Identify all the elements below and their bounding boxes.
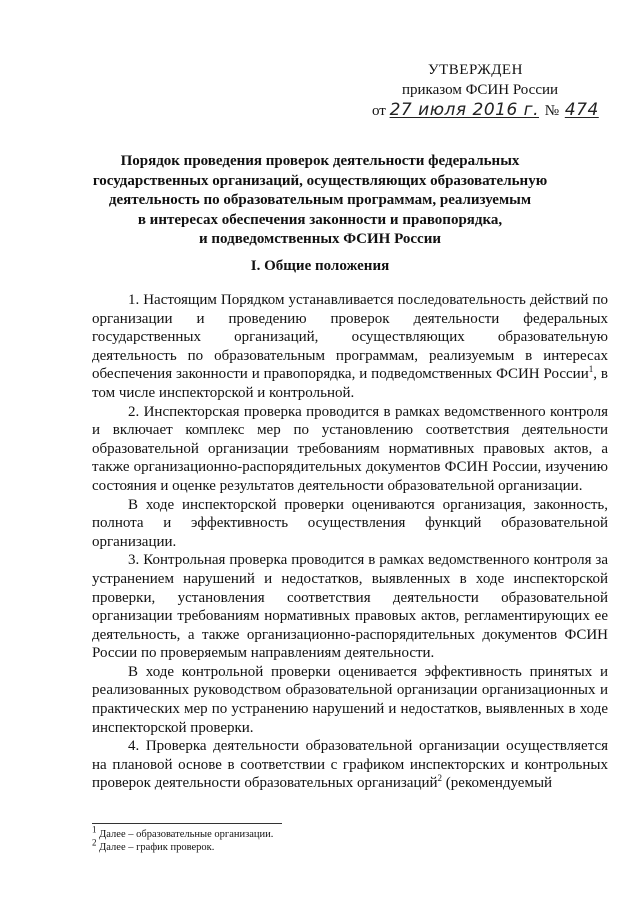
- paragraph-1: [92, 291, 608, 403]
- paragraph-2: 2. Инспекторская проверка проводится в рамках ведомственного контроля и включает комплекс мер по установлению соответствия деятельности образовательной организации требованиям нормативных правовых актов, а также организационно-распорядительных документов ФСИН России, изучению состояния и оценке результатов деятельности образовательной организации.: [92, 403, 608, 494]
- footnote-2-text: Далее – график проверок.: [96, 842, 215, 853]
- paragraph-3: В ходе инспекторской проверки оцениваются организация, законность, полнота и эффективность осуществления функций образовательной организации.: [92, 496, 608, 550]
- number-sign: №: [544, 103, 560, 119]
- approval-date-line: [372, 100, 620, 121]
- title-line: Порядок проведения проверок деятельности федеральных: [120, 153, 520, 169]
- footnote-2: [92, 837, 592, 854]
- footnote-1-mark: 1: [92, 824, 97, 835]
- approval-order-line: приказом ФСИН России: [402, 82, 559, 98]
- title-line: и подведомственных ФСИН России: [199, 231, 441, 247]
- date-prefix: от: [372, 103, 386, 119]
- paragraph-6-tail: (рекомендуемый: [442, 775, 553, 792]
- footnote-1: [92, 824, 592, 841]
- document-title: [70, 152, 570, 250]
- handwritten-date: 27 июля 2016 г.: [389, 100, 540, 120]
- handwritten-order-number: 474: [564, 100, 599, 120]
- footnote-ref-1: 1: [588, 364, 594, 375]
- approval-stamp: [360, 60, 620, 121]
- title-line: в интересах обеспечения законности и правопорядка,: [137, 211, 503, 228]
- paragraph-6-text: 4. Проверка деятельности образовательной организации осуществляется на плановой основе в соответствии с графиком инспекторских и контрольных проверок деятельности образовательных организаций: [92, 738, 608, 792]
- document-body: [92, 291, 608, 793]
- paragraph-1-tail: , в том числе инспекторской и контрольной.: [92, 366, 608, 401]
- footnote-2-mark: 2: [92, 837, 97, 848]
- title-line: деятельность по образовательным программам, реализуемым: [108, 192, 532, 208]
- footnote-divider: [92, 823, 282, 824]
- paragraph-6: [92, 737, 608, 793]
- section-heading: I. Общие положения: [250, 258, 390, 274]
- title-line: государственных организаций, осуществляющих образовательную: [92, 172, 548, 189]
- paragraph-5: В ходе контрольной проверки оценивается эффективность принятых и реализованных руководством образовательной организации организационных и практических мер по устранению нарушений и недостатков, выявленных в ходе инспекторской проверки.: [92, 663, 608, 736]
- paragraph-4: 3. Контрольная проверка проводится в рамках ведомственного контроля за устранением нарушений и недостатков, выявленных в ходе инспекторской проверки, установления соответствия деятельности образовательной организации требованиям нормативных правовых актов, регламентирующих ее деятельность, а также организационно-распорядительных документов ФСИН России по проверяемым направлениям деятельности.: [92, 552, 608, 662]
- footnotes: [92, 824, 592, 854]
- paragraph-1-text: 1. Настоящим Порядком устанавливается последовательность действий по организации и проведению проверок деятельности федеральных государственных организаций, осуществляющих образовательную деятельность по образовательным программам, реализуемым в интересах обеспечения законности и правопорядка, и подведомственных ФСИН России: [92, 292, 608, 383]
- footnote-ref-2: 2: [437, 773, 443, 784]
- footnote-1-text: Далее – образовательные организации.: [96, 829, 274, 840]
- approval-heading: УТВЕРЖДЕН: [428, 62, 523, 78]
